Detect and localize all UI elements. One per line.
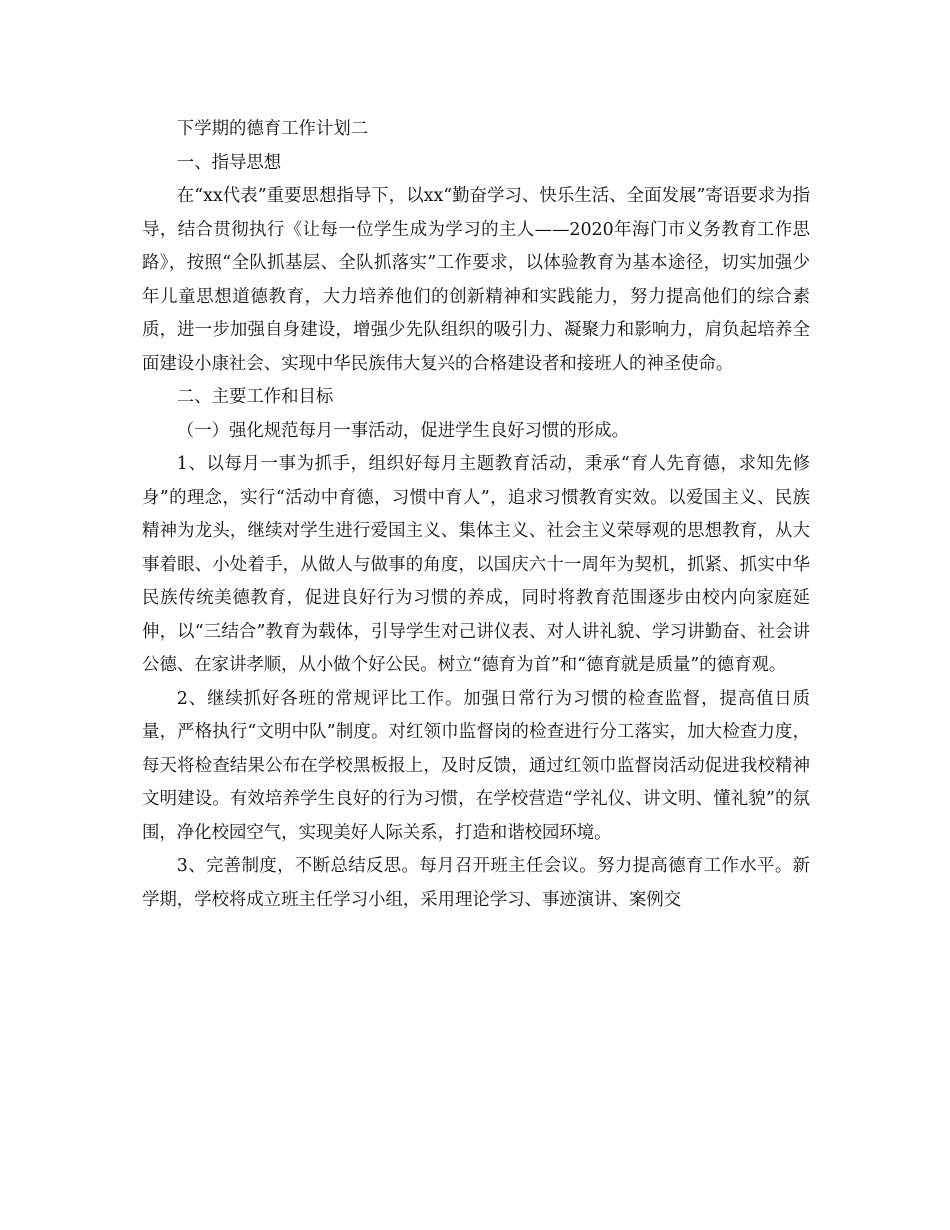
paragraph-item-2: 2、继续抓好各班的常规评比工作。加强日常行为习惯的检查监督，提高值日质量，严格执行“文明中队”制度。对红领巾监督岗的检查进行分工落实，加大检查力度，每天将检查结果公布在学校黑板报上，及时反馈，通过红领巾监督岗活动促进我校精神文明建设。有效培养学生良好的行为习惯，在学校营造“学礼仪、讲文明、懂礼貌”的氛围，净化校园空气，实现美好人际关系，打造和谐校园环境。 — [142, 688, 810, 843]
section-heading-main-work: 二、主要工作和目标 — [176, 387, 334, 407]
document-body — [142, 113, 810, 917]
document-title: 下学期的德育工作计划二 — [176, 119, 369, 139]
paragraph-item-3: 3、完善制度，不断总结反思。每月召开班主任会议。努力提高德育工作水平。新学期，学校将成立班主任学习小组，采用理论学习、事迹演讲、案例交 — [142, 856, 810, 910]
section-heading-guiding-ideology: 一、指导思想 — [176, 152, 282, 173]
subheading-monthly-activity: （一）强化规范每月一事活动，促进学生良好习惯的形成。 — [176, 420, 629, 441]
paragraph-item-1: 1、以每月一事为抓手，组织好每月主题教育活动，秉承“育人先育德，求知先修身”的理念，实行“活动中育德，习惯中育人”，追求习惯教育实效。以爱国主义、民族精神为龙头，继续对学生进行爱国主义、集体主义、社会主义荣辱观的思想教育，从大事着眼、小处着手，从做人与做事的角度，以国庆六十一周年为契机，抓紧、抓实中华民族传统美德教育，促进良好行为习惯的养成，同时将教育范围逐步由校内向家庭延伸，以“三结合”教育为载体，引导学生对己讲仪表、对人讲礼貌、学习讲勤奋、社会讲公德、在家讲孝顺，从小做个好公民。树立“德育为首”和“德育就是质量”的德育观。 — [142, 454, 810, 675]
paragraph-guiding-ideology: 在“xx代表”重要思想指导下，以xx“勤奋学习、快乐生活、全面发展”寄语要求为指导，结合贯彻执行《让每一位学生成为学习的主人——2020年海门市义务教育工作思路》，按照“全队抓基层、全队抓落实”工作要求，以体验教育为基本途径，切实加强少年儿童思想道德教育，大力培养他们的创新精神和实践能力，努力提高他们的综合素质，进一步加强自身建设，增强少先队组织的吸引力、凝聚力和影响力，肩负起培养全面建设小康社会、实现中华民族伟大复兴的合格建设者和接班人的神圣使命。 — [142, 186, 810, 374]
